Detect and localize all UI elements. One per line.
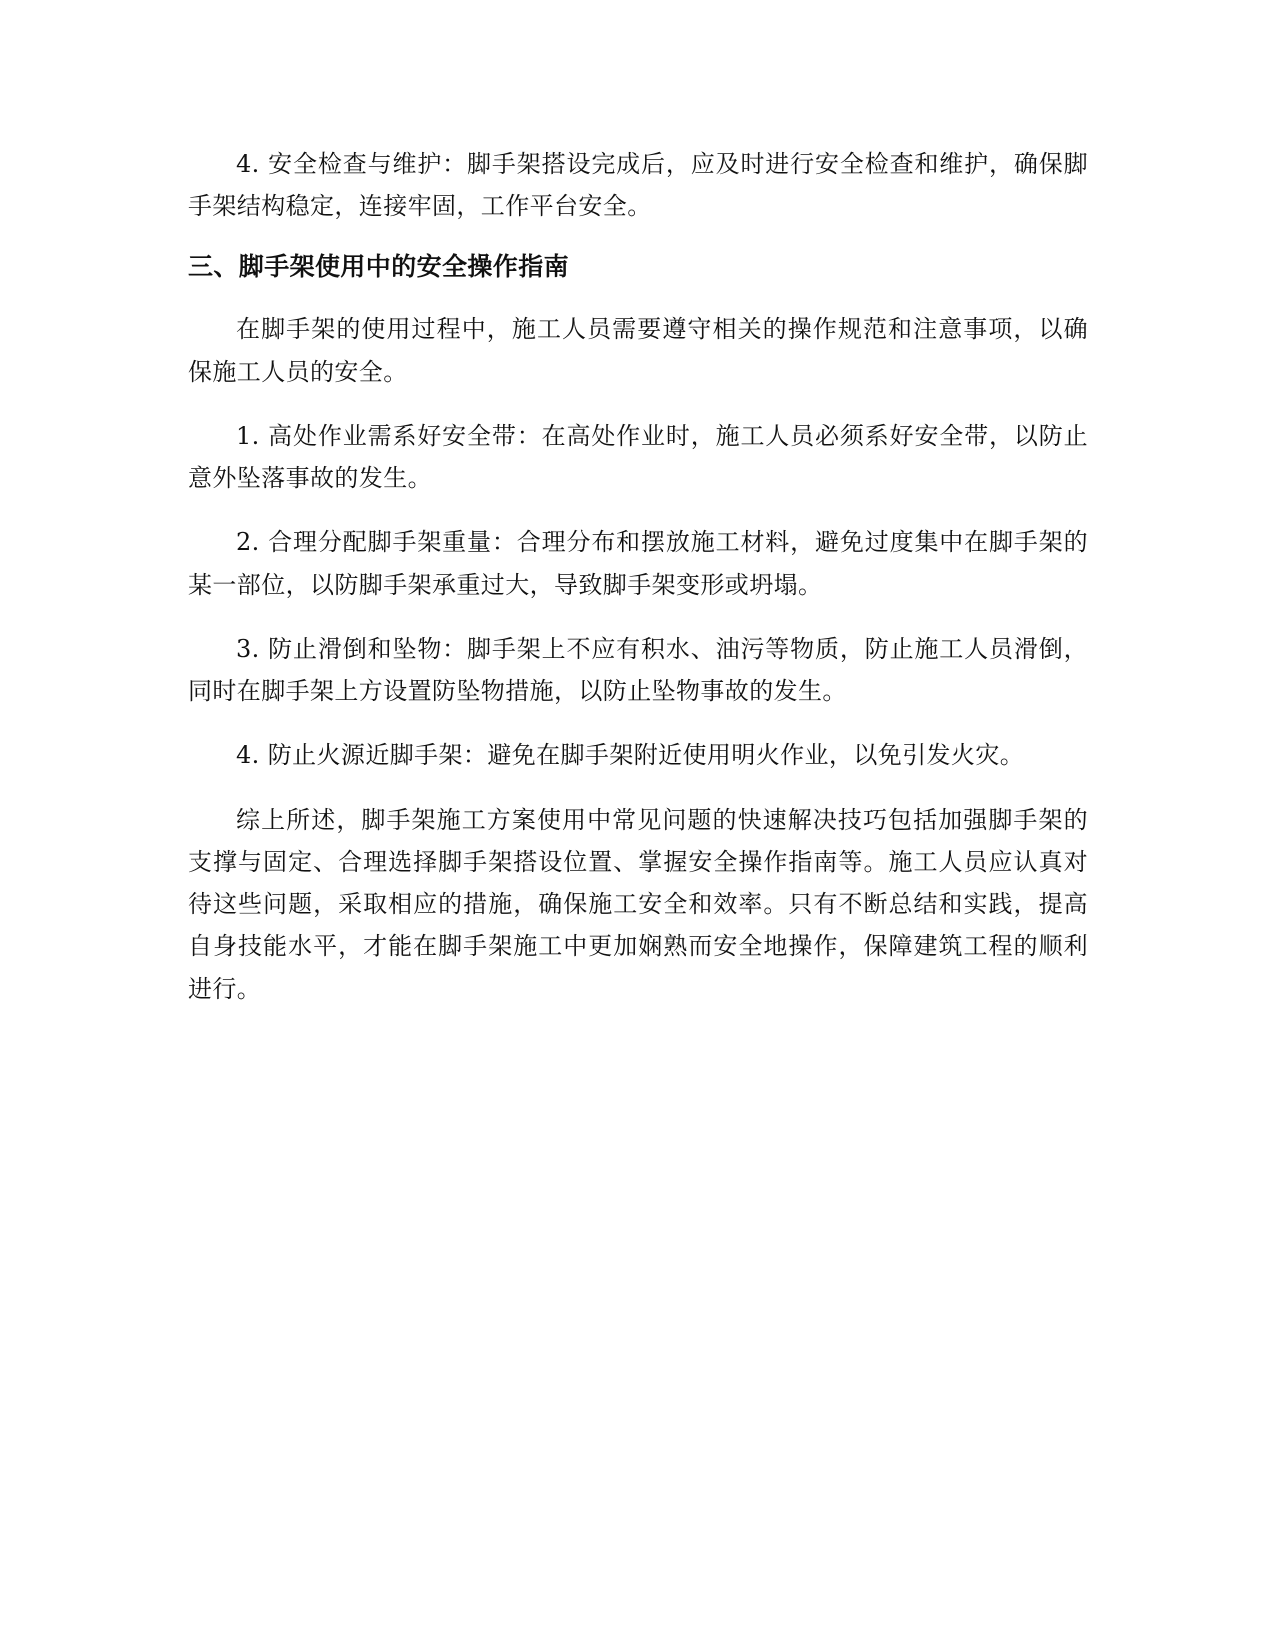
list-item-fire-prevention: 4. 防止火源近脚手架：避免在脚手架附近使用明火作业，以免引发火灾。	[236, 741, 1025, 770]
paragraph-inspection-maintenance: 4. 安全检查与维护：脚手架搭设完成后，应及时进行安全检查和维护，确保脚手架结构稳定，连接牢固，工作平台安全。	[188, 150, 1088, 221]
list-item-weight-distribution: 2. 合理分配脚手架重量：合理分布和摆放施工材料，避免过度集中在脚手架的某一部位，以防脚手架承重过大，导致脚手架变形或坍塌。	[188, 528, 1088, 599]
section-intro-paragraph: 在脚手架的使用过程中，施工人员需要遵守相关的操作规范和注意事项，以确保施工人员的安全。	[188, 315, 1088, 386]
conclusion-paragraph: 综上所述，脚手架施工方案使用中常见问题的快速解决技巧包括加强脚手架的支撑与固定、合理选择脚手架搭设位置、掌握安全操作指南等。施工人员应认真对待这些问题，采取相应的措施，确保施工安全和效率。只有不断总结和实践，提高自身技能水平，才能在脚手架施工中更加娴熟而安全地操作，保障建筑工程的顺利进行。	[188, 805, 1088, 1003]
list-item-safety-belt: 1. 高处作业需系好安全带：在高处作业时，施工人员必须系好安全带，以防止意外坠落事故的发生。	[188, 421, 1088, 493]
document-body	[188, 143, 1088, 1032]
section-heading-safety-guide: 三、脚手架使用中的安全操作指南	[188, 252, 570, 282]
list-item-slip-and-falling-objects: 3. 防止滑倒和坠物：脚手架上不应有积水、油污等物质，防止施工人员滑倒，同时在脚手架上方设置防坠物措施，以防止坠物事故的发生。	[188, 634, 1088, 706]
